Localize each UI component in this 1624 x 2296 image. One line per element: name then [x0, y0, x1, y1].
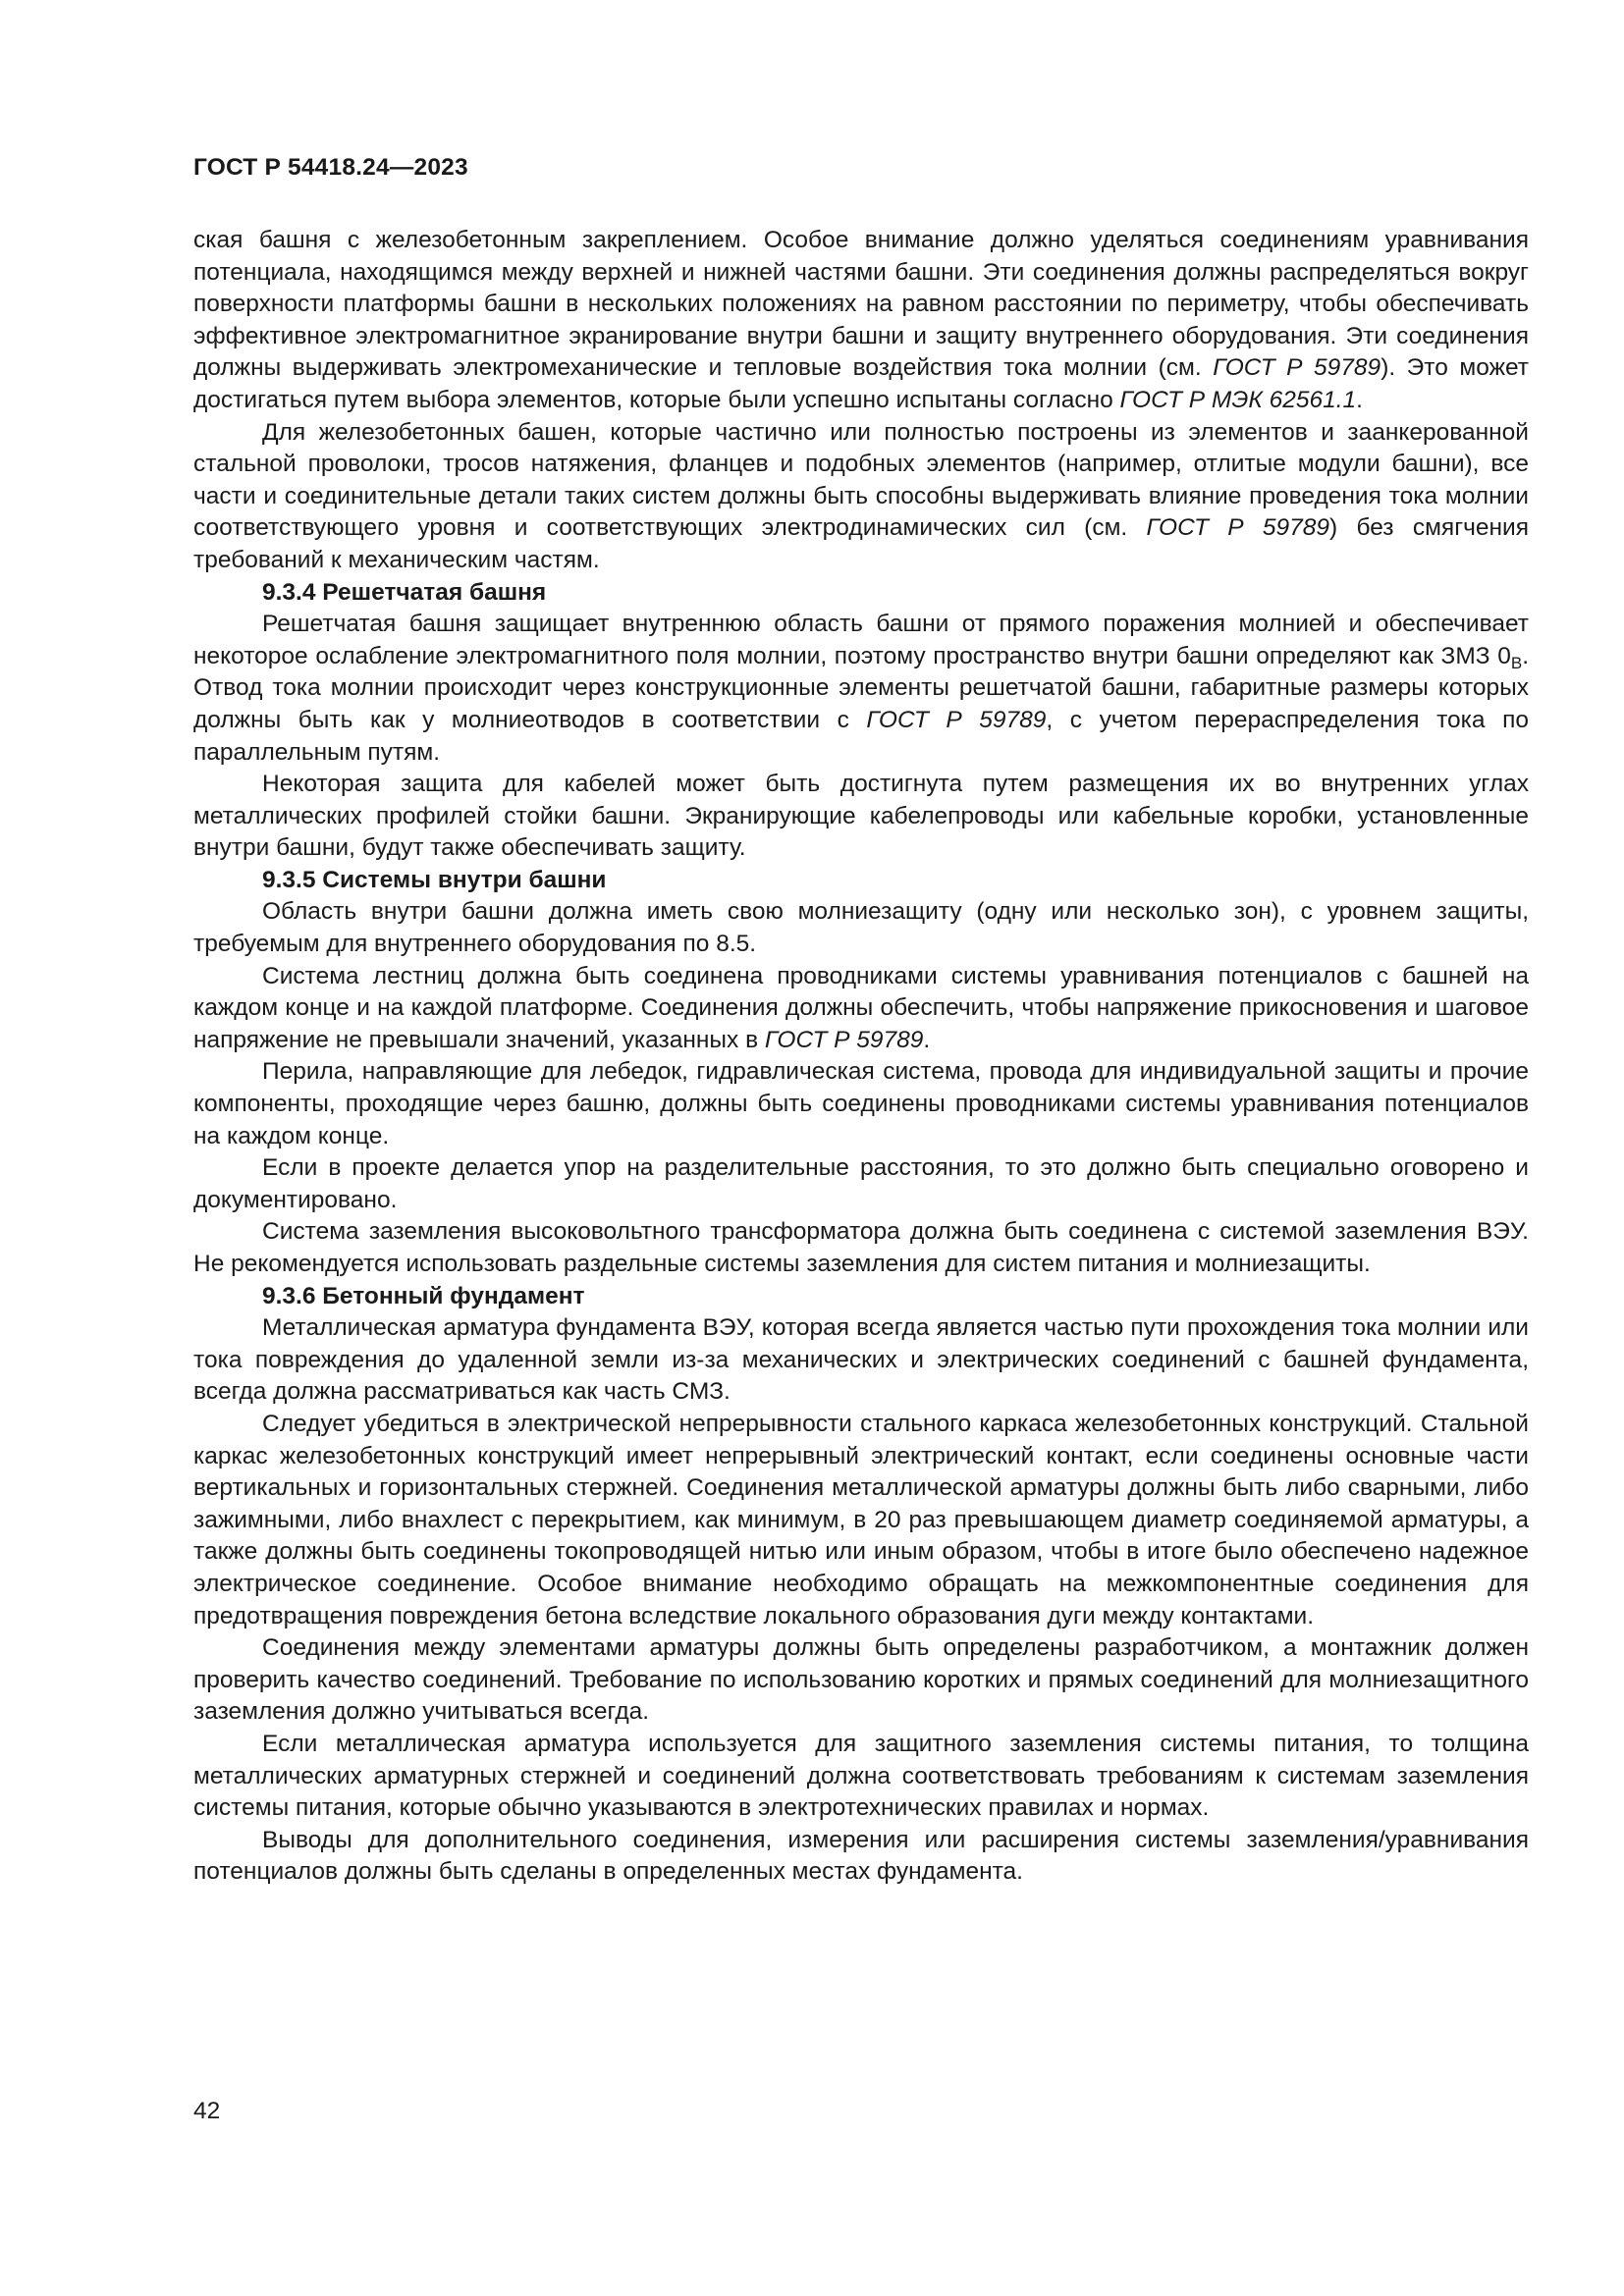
- paragraph: Перила, направляющие для лебедок, гидравлическая система, провода для индивидуальной защиты и прочие компоненты, проходящие через башню, должны быть соединены проводниками системы уравнивания потенциалов на каждом конце.: [193, 1058, 1529, 1149]
- paragraph-text: .: [1356, 386, 1363, 413]
- paragraph: [193, 417, 1529, 577]
- paragraph: Следует убедиться в электрической непрерывности стального каркаса железобетонных конструкций. Стальной каркас железобетонных конструкций имеет непрерывный электрический контакт, если соединены основные части вертикальных и горизонтальных стержней. Соединения металлической арматуры должны быть либо сварными, либо зажимными, либо внахлест с перекрытием, как минимум, в 20 раз превышающем диаметр соединяемой арматуры, а также должны быть соединены токопроводящей нитью или иным образом, чтобы в итоге было обеспечено надежное электрическое соединение. Особое внимание необходимо обращать на межкомпонентные соединения для предотвращения повреждения бетона вследствие локального образования дуги между контактами.: [193, 1410, 1529, 1629]
- paragraph: Соединения между элементами арматуры должны быть определены разработчиком, а монтажник должен проверить качество соединений. Требование по использованию коротких и прямых соединений для молниезащитного заземления должно учитываться всегда.: [193, 1634, 1529, 1726]
- paragraph-text: Для железобетонных башен, которые частично или полностью построены из элементов и заанкерованной стальной проволоки, тросов натяжения, фланцев и подобных элементов (например, отлитые модули башни), все части и соединительные детали таких систем должны быть способны выдерживать влияние проведения тока молнии соответствующего уровня и соответствующих электродинамических сил (см.: [193, 418, 1529, 542]
- paragraph-text: , с учетом перераспределения тока по параллельным путям.: [193, 706, 1529, 766]
- paragraph-text: ская башня с железобетонным закреплением. Особое внимание должно уделяться соединениям уравнивания потенциала, находящимся между верхней и нижней частями башни. Эти соединения должны распределяться вокруг поверхности платформы башни в нескольких положениях на равном расстоянии по периметру, чтобы обеспечивать эффективное электромагнитное экранирование внутри башни и защиту внутреннего оборудования. Эти соединения должны выдерживать электромеханические и тепловые воздействия тока молнии (см.: [193, 227, 1529, 382]
- paragraph: Если металлическая арматура используется для защитного заземления системы питания, то толщина металлических арматурных стержней и соединений должна соответствовать требованиям к системам заземления системы питания, которые обычно указываются в электротехнических правилах и нормах.: [193, 1730, 1529, 1822]
- document-body: [193, 225, 1529, 1889]
- paragraph: [193, 961, 1529, 1057]
- subscript: B: [1510, 653, 1523, 672]
- paragraph-continuation: [193, 225, 1529, 417]
- paragraph-text: ). Это может достигаться путем выбора элементов, которые были успешно испытаны согласно: [193, 354, 1530, 413]
- standard-reference: ГОСТ Р 59789: [1146, 514, 1330, 542]
- page-number: 42: [193, 2098, 221, 2124]
- paragraph: [193, 609, 1529, 769]
- paragraph: Выводы для дополнительного соединения, измерения или расширения системы заземления/уравнивания потенциалов должны быть сделаны в определенных местах фундамента.: [193, 1826, 1529, 1886]
- standard-reference: ГОСТ Р 59789: [764, 1026, 924, 1053]
- paragraph-text: Решетчатая башня защищает внутреннюю область башни от прямого поражения молнией и обеспечивает некоторое ослабление электромагнитного поля молнии, поэтому пространство внутри башни определяют как ЗМЗ 0: [193, 611, 1529, 669]
- section-heading-9-3-6: 9.3.6 Бетонный фундамент: [262, 1282, 585, 1309]
- paragraph: Область внутри башни должна иметь свою молниезащиту (одну или несколько зон), с уровнем защиты, требуемым для внутреннего оборудования по 8.5.: [193, 898, 1529, 958]
- paragraph-text: . Отвод тока молнии происходит через конструкционные элементы решетчатой башни, габаритные размеры которых должны быть как у молниеотводов в соответствии с: [193, 642, 1529, 733]
- document-code-header: ГОСТ Р 54418.24—2023: [193, 154, 468, 181]
- section-heading-9-3-4: 9.3.4 Решетчатая башня: [262, 578, 547, 606]
- paragraph-text: ) без смягчения требований к механическим частям.: [193, 514, 1530, 573]
- standard-reference: ГОСТ Р 59789: [1213, 354, 1381, 382]
- standard-reference: ГОСТ Р МЭК 62561.1: [1119, 386, 1357, 413]
- paragraph-text: Система лестниц должна быть соединена проводниками системы уравнивания потенциалов с башней на каждом конце и на каждой платформе. Соединения должны обеспечить, чтобы напряжение прикосновения и шаговое напряжение не превышали значений, указанных в: [193, 962, 1529, 1053]
- paragraph: Система заземления высоковольтного трансформатора должна быть соединена с системой заземления ВЭУ. Не рекомендуется использовать раздельные системы заземления для систем питания и молниезащиты.: [193, 1218, 1529, 1277]
- paragraph: Металлическая арматура фундамента ВЭУ, которая всегда является частью пути прохождения тока молнии или тока повреждения до удаленной земли из-за механических и электрических соединений с башней фундамента, всегда должна рассматриваться как часть СМЗ.: [193, 1314, 1529, 1406]
- paragraph: Если в проекте делается упор на разделительные расстояния, то это должно быть специально оговорено и документировано.: [193, 1154, 1529, 1213]
- paragraph: Некоторая защита для кабелей может быть достигнута путем размещения их во внутренних углах металлических профилей стойки башни. Экранирующие кабелепроводы или кабельные коробки, установленные внутри башни, будут также обеспечивать защиту.: [193, 771, 1529, 862]
- standard-reference: ГОСТ Р 59789: [866, 706, 1047, 733]
- paragraph-text: .: [923, 1026, 931, 1053]
- section-heading-9-3-5: 9.3.5 Системы внутри башни: [262, 866, 607, 893]
